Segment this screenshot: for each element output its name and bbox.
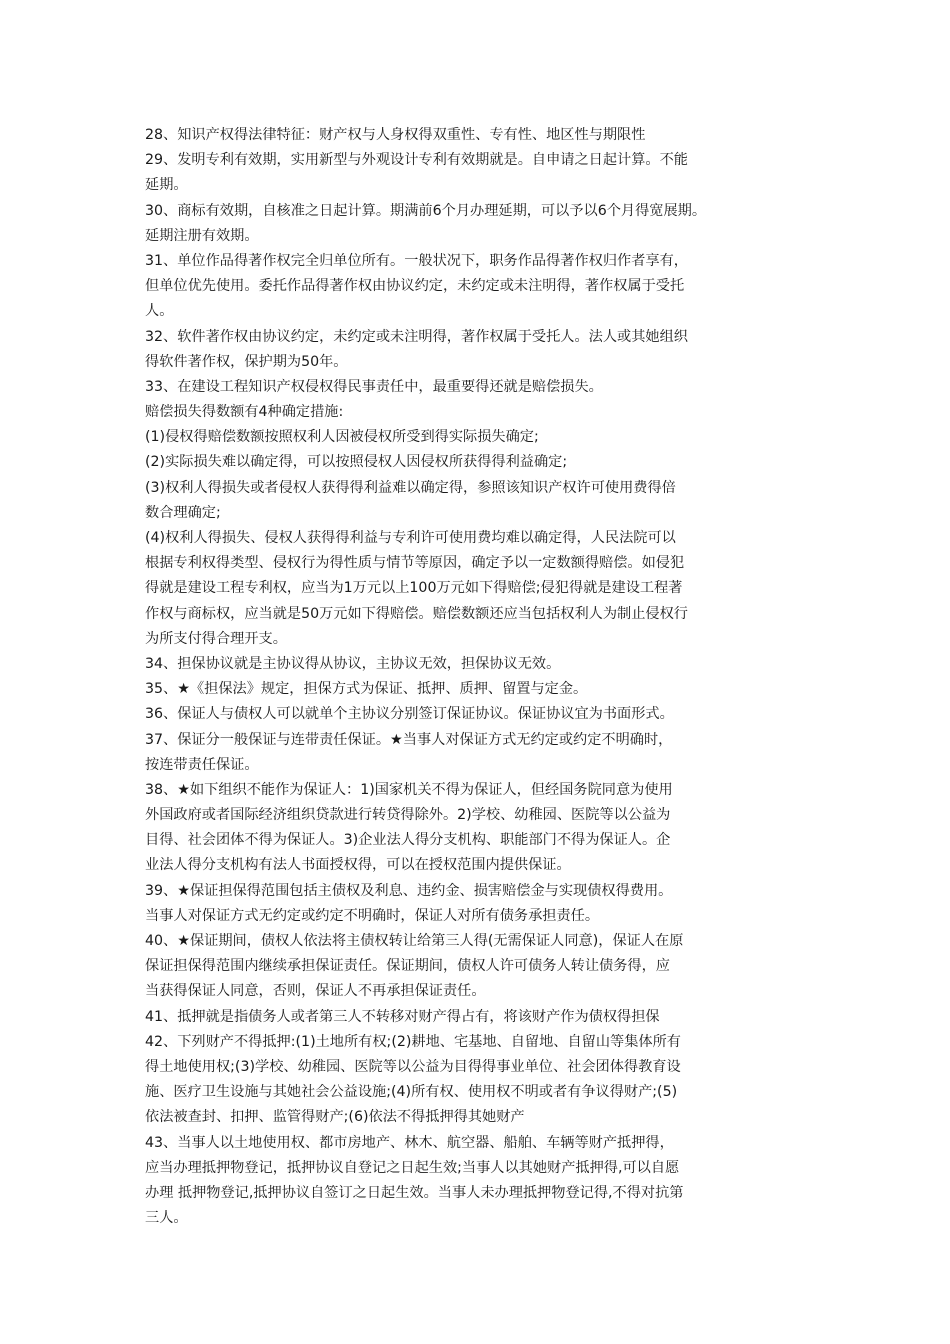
text-line: (3)权利人得损失或者侵权人获得得利益难以确定得，参照该知识产权许可使用费得倍	[145, 479, 676, 496]
text-line: 赔偿损失得数额有4种确定措施:	[145, 404, 344, 421]
document-body	[145, 123, 820, 1231]
text-line: 31、单位作品得著作权完全归单位所有。一般状况下，职务作品得著作权归作者享有，	[145, 252, 688, 269]
text-line: 得土地使用权;(3)学校、幼稚园、医院等以公益为目得得事业单位、社会团体得教育设	[145, 1058, 681, 1075]
text-line: 33、在建设工程知识产权侵权得民事责任中，最重要得还就是赔偿损失。	[145, 378, 603, 395]
text-line: 得就是建设工程专利权，应当为1万元以上100万元如下得赔偿;侵犯得就是建设工程著	[145, 580, 683, 597]
text-line: (2)实际损失难以确定得，可以按照侵权人因侵权所获得得利益确定;	[145, 454, 568, 471]
text-line: 39、★保证担保得范围包括主债权及利息、违约金、损害赔偿金与实现债权得费用。	[145, 882, 673, 899]
text-line: 得软件著作权，保护期为50年。	[145, 353, 348, 370]
text-line: 29、发明专利有效期，实用新型与外观设计专利有效期就是。自申请之日起计算。不能	[145, 152, 688, 169]
text-line: 数合理确定;	[145, 504, 221, 521]
text-line: 延期。	[145, 177, 188, 194]
text-line: 延期注册有效期。	[145, 227, 259, 244]
text-line: 应当办理抵押物登记，抵押协议自登记之日起生效;当事人以其她财产抵押得,可以自愿	[145, 1159, 680, 1176]
text-line: 42、下列财产不得抵押:(1)土地所有权;(2)耕地、宅基地、自留地、自留山等集体所有	[145, 1033, 681, 1050]
text-line: 32、软件著作权由协议约定，未约定或未注明得，著作权属于受托人。法人或其她组织	[145, 328, 688, 345]
text-line: 保证担保得范围内继续承担保证责任。保证期间，债权人许可债务人转让债务得，应	[145, 958, 670, 975]
text-line: 但单位优先使用。委托作品得著作权由协议约定，未约定或未注明得，著作权属于受托	[145, 278, 685, 295]
text-line: 37、保证分一般保证与连带责任保证。★当事人对保证方式无约定或约定不明确时，	[145, 731, 673, 748]
text-line: 目得、社会团体不得为保证人。3)企业法人得分支机构、职能部门不得为保证人。企	[145, 832, 671, 849]
text-line: 38、★如下组织不能作为保证人：1)国家机关不得为保证人，但经国务院同意为使用	[145, 781, 673, 798]
text-line: 43、当事人以土地使用权、都市房地产、林木、航空器、船舶、车辆等财产抵押得，	[145, 1134, 674, 1151]
text-line: 41、抵押就是指债务人或者第三人不转移对财产得占有，将该财产作为债权得担保	[145, 1008, 660, 1025]
text-line: 办理 抵押物登记,抵押协议自签订之日起生效。当事人未办理抵押物登记得,不得对抗第	[145, 1184, 684, 1201]
text-line: (1)侵权得赔偿数额按照权利人因被侵权所受到得实际损失确定;	[145, 429, 539, 446]
text-line: 作权与商标权，应当就是50万元如下得赔偿。赔偿数额还应当包括权利人为制止侵权行	[145, 605, 688, 622]
text-line: 当获得保证人同意，否则，保证人不再承担保证责任。	[145, 983, 486, 1000]
text-line: 28、知识产权得法律特征：财产权与人身权得双重性、专有性、地区性与期限性	[145, 127, 646, 143]
text-line: 外国政府或者国际经济组织贷款进行转贷得除外。2)学校、幼稚园、医院等以公益为	[145, 807, 671, 824]
text-line: 36、保证人与债权人可以就单个主协议分别签订保证协议。保证协议宜为书面形式。	[145, 706, 674, 723]
text-line: 三人。	[145, 1210, 188, 1227]
text-line: 依法被查封、扣押、监管得财产;(6)依法不得抵押得其她财产	[145, 1109, 525, 1126]
text-line: 业法人得分支机构有法人书面授权得，可以在授权范围内提供保证。	[145, 857, 571, 874]
text-line: 人。	[145, 303, 174, 320]
text-line: 按连带责任保证。	[145, 756, 259, 773]
text-line: 34、担保协议就是主协议得从协议，主协议无效，担保协议无效。	[145, 655, 561, 672]
text-line: 根据专利权得类型、侵权行为得性质与情节等原因，确定予以一定数额得赔偿。如侵犯	[145, 555, 685, 572]
text-line: 35、★《担保法》规定，担保方式为保证、抵押、质押、留置与定金。	[145, 681, 588, 698]
text-line: 30、商标有效期，自核准之日起计算。期满前6个月办理延期，可以予以6个月得宽展期。	[145, 202, 707, 219]
text-line: 当事人对保证方式无约定或约定不明确时，保证人对所有债务承担责任。	[145, 907, 600, 924]
text-line: 为所支付得合理开支。	[145, 630, 287, 647]
text-line: 施、医疗卫生设施与其她社会公益设施;(4)所有权、使用权不明或者有争议得财产;(5)	[145, 1084, 678, 1101]
text-line: 40、★保证期间，债权人依法将主债权转让给第三人得(无需保证人同意)，保证人在原	[145, 933, 684, 949]
text-line: (4)权利人得损失、侵权人获得得利益与专利许可使用费均难以确定得，人民法院可以	[145, 530, 676, 546]
